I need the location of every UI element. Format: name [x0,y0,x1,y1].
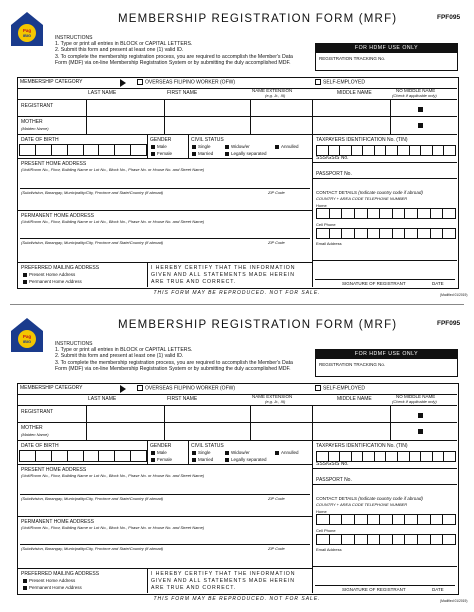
checkbox-icon [137,79,143,85]
cell-label: Cell Phone [316,222,336,227]
legally-separated-option[interactable]: Legally separated [225,457,267,462]
form-title: MEMBERSHIP REGISTRATION FORM (MRF) [118,13,398,25]
permanent-address-label: PERMANENT HOME ADDRESS [21,519,94,525]
widower-option[interactable]: Widow/er [225,450,250,455]
form-code: FPF095 [437,14,461,21]
home-label: Home [316,509,327,514]
email-label: Email Address [316,241,342,246]
name-ext-header: NAME EXTENSION [252,88,293,93]
category-label: MEMBERSHIP CATEGORY [20,79,83,85]
pref-permanent-option[interactable]: Permanent Home Address [23,585,82,590]
arrow-icon [120,385,126,393]
married-option[interactable]: Married [192,151,213,156]
pref-present-option[interactable]: Present Home Address [23,272,75,277]
category-label: MEMBERSHIP CATEGORY [20,385,83,391]
cut-line [10,304,464,305]
cell-cells[interactable] [316,228,456,239]
signature-label: SIGNATURE OF REGISTRANT [342,587,406,592]
registrant-label: REGISTRANT [21,103,54,109]
footer-note: THIS FORM MAY BE REPRODUCED. NOT FOR SALE. [153,596,321,602]
widower-option[interactable]: Widow/er [225,144,250,149]
passport-label: PASSPORT No. [316,477,352,483]
registrant-label: REGISTRANT [21,409,54,415]
middle-name-header: MIDDLE NAME [337,90,372,96]
form-code: FPF095 [437,320,461,327]
hdmf-use-header: FOR HDMF USE ONLY [315,43,458,53]
permanent-address-label: PERMANENT HOME ADDRESS [21,213,94,219]
home-cells[interactable] [316,514,456,525]
present-address-label: PRESENT HOME ADDRESS [21,161,87,167]
annulled-option[interactable]: Annulled [275,450,299,455]
present-address-label: PRESENT HOME ADDRESS [21,467,87,473]
tracking-box[interactable]: REGISTRATION TRACKING No. [315,358,458,377]
form-body [17,383,459,595]
pref-permanent-option[interactable]: Permanent Home Address [23,279,82,284]
email-label: Email Address [316,547,342,552]
form-title: MEMBERSHIP REGISTRATION FORM (MRF) [118,319,398,331]
no-middle-checkbox-mother[interactable] [418,429,423,434]
tin-label: TAXPAYERS IDENTIFICATION No. (TIN) [316,443,408,449]
checkbox-icon [315,79,321,85]
legally-separated-option[interactable]: Legally separated [225,151,267,156]
pagibig-logo [10,11,44,47]
sss-label: SSS/GSIS No. [316,461,349,467]
annulled-option[interactable]: Annulled [275,144,299,149]
tracking-box[interactable]: REGISTRATION TRACKING No. [315,52,458,71]
pagibig-logo [10,317,44,353]
no-middle-checkbox[interactable] [418,107,423,112]
svg-text:IBIG: IBIG [22,339,32,344]
first-name-header: FIRST NAME [167,90,198,96]
first-name-header: FIRST NAME [167,396,198,402]
married-option[interactable]: Married [192,457,213,462]
zip-label: ZIP Code [268,496,285,501]
checkbox-icon [151,152,155,156]
self-employed-option[interactable]: SELF-EMPLOYED [315,385,365,391]
footer-note: THIS FORM MAY BE REPRODUCED. NOT FOR SALE. [153,290,321,296]
certification-text: I HEREBY CERTIFY THAT THE INFORMATION GIVEN AND ALL STATEMENTS MADE HEREIN ARE TRUE AND CORRECT. [151,571,296,591]
self-employed-option[interactable]: SELF-EMPLOYED [315,79,365,85]
civil-status-label: CIVIL STATUS [191,443,224,449]
ofw-option[interactable]: OVERSEAS FILIPINO WORKER (OFW) [137,79,235,85]
arrow-icon [120,79,126,87]
mother-label: MOTHER [21,425,43,431]
name-ext-header: NAME EXTENSION [252,394,293,399]
svg-text:IBIG: IBIG [22,33,32,38]
civil-status-label: CIVIL STATUS [191,137,224,143]
form-copy-top: Pag IBIG MEMBERSHIP REGISTRATION FORM (MRF) FPF095 INSTRUCTIONS 1. Type or print all entries in BLOCK or CAPITAL LETTERS. 2. Submit this form and present at least one (1) valid ID. 3. To complete the membership registration process, you are required to accomplish the Member's Data Form (MDF) via on-line Membership Registration System or by submitting the duly accomplished MDF. FOR HDMF USE ONLY REGISTRATION TRACKING No. MEMBERSHIP CATEGORY OVERSEAS FILIPINO WORKER (OFW) SELF-EMPLOYED LAST NAME FIRST NAME NAME EXTENSION (e.g. Jr., III) MIDDLE NAME NO MIDDLE NAME (Check if applicable only) REGISTRANT MOTHER (Maiden Name) DATE OF BIRTH GENDER Male Female CIVIL STATUS Single Widow/er Annulled Married Legally separated TAXPAYERS IDENTIFICATION No. (TIN) SSS/GSIS No. PASSPORT No. PRESENT HOME ADDRESS (Unit/Room No., Floor, Building Name or Lot No., Block No., Phase No. or House No. and Street Name) (Subdivision, Barangay, Municipality/City, Province and State/Country (if abroad) ZIP Code CONTACT DETAILS (Indicate country code if abroad) COUNTRY + AREA CODE TELEPHONE NUMBER Home Cell Phone Email Address PERMANENT HOME ADDRESS (Unit/Room No., Floor, Building Name or Lot No., Block No., Phase No. or House No. and Street Name) (Subdivision, Barangay, Municipality/City, Province and State/Country (if abroad) ZIP Code PREFERRED MAILING ADDRESS Present Home Address Permanent Home Address I HEREBY CERTIFY THAT THE INFORMATION GIVEN AND ALL STATEMENTS MADE HEREIN ARE TRUE AND CORRECT. SIGNATURE OF REGISTRANT DATE THIS FORM MAY BE REPRODUCED. NOT FOR SALE. (Modified 01/2019) [0,0,474,306]
contact-label: CONTACT DETAILS (Indicate country code if abroad) [316,190,423,195]
preferred-mailing-label: PREFERRED MAILING ADDRESS [21,265,100,271]
female-option[interactable]: Female [151,457,172,462]
date-label: DATE [432,281,444,286]
checkbox-icon [137,385,143,391]
dob-cells[interactable] [19,450,147,462]
female-option[interactable]: Female [151,151,172,156]
checkbox-icon [315,385,321,391]
hdmf-use-header: FOR HDMF USE ONLY [315,349,458,359]
no-middle-name-header: NO MIDDLE NAME [396,394,436,399]
certification-text: I HEREBY CERTIFY THAT THE INFORMATION GIVEN AND ALL STATEMENTS MADE HEREIN ARE TRUE AND CORRECT. [151,265,296,285]
home-label: Home [316,203,327,208]
instructions: INSTRUCTIONS 1. Type or print all entries in BLOCK or CAPITAL LETTERS. 2. Submit this form and present at least one (1) valid ID. 3. To complete the membership registration process, you are required to accomplish the Member's Data Form (MDF) via on-line Membership Registration System or by submitting the duly accomplished MDF. [55,35,293,66]
contact-label: CONTACT DETAILS (Indicate country code if abroad) [316,496,423,501]
male-option[interactable]: Male [151,450,167,455]
svg-text:Pag: Pag [22,28,32,33]
last-name-header: LAST NAME [88,90,117,96]
cell-cells[interactable] [316,534,456,545]
signature-label: SIGNATURE OF REGISTRANT [342,281,406,286]
revision: (Modified 01/2019) [440,293,468,297]
mother-label: MOTHER [21,119,43,125]
cell-label: Cell Phone [316,528,336,533]
male-option[interactable]: Male [151,144,167,149]
preferred-mailing-label: PREFERRED MAILING ADDRESS [21,571,100,577]
no-middle-name-header: NO MIDDLE NAME [396,88,436,93]
gender-label: GENDER [150,443,172,449]
dob-label: DATE OF BIRTH [21,443,59,449]
dob-cells[interactable] [19,144,147,156]
checkbox-icon [151,145,155,149]
sss-label: SSS/GSIS No. [316,155,349,161]
passport-label: PASSPORT No. [316,171,352,177]
dob-label: DATE OF BIRTH [21,137,59,143]
instructions: INSTRUCTIONS 1. Type or print all entries in BLOCK or CAPITAL LETTERS. 2. Submit this form and present at least one (1) valid ID. 3. To complete the membership registration process, you are required to accomplish the Member's Data Form (MDF) via on-line Membership Registration System or by submitting the duly accomplished MDF. [55,341,293,372]
middle-name-header: MIDDLE NAME [337,396,372,402]
no-middle-checkbox[interactable] [418,413,423,418]
pref-present-option[interactable]: Present Home Address [23,578,75,583]
svg-text:Pag: Pag [22,334,32,339]
single-option[interactable]: Single [192,144,211,149]
gender-label: GENDER [150,137,172,143]
revision: (Modified 01/2019) [440,599,468,603]
no-middle-checkbox-mother[interactable] [418,123,423,128]
single-option[interactable]: Single [192,450,211,455]
form-body [17,77,459,289]
zip-label: ZIP Code [268,190,285,195]
ofw-option[interactable]: OVERSEAS FILIPINO WORKER (OFW) [137,385,235,391]
tin-label: TAXPAYERS IDENTIFICATION No. (TIN) [316,137,408,143]
home-cells[interactable] [316,208,456,219]
date-label: DATE [432,587,444,592]
form-copy-bottom: Pag IBIG MEMBERSHIP REGISTRATION FORM (MRF) FPF095 INSTRUCTIONS 1. Type or print all entries in BLOCK or CAPITAL LETTERS. 2. Submit this form and present at least one (1) valid ID. 3. To complete the membership registration process, you are required to accomplish the Member's Data Form (MDF) via on-line Membership Registration System or by submitting the duly accomplished MDF. FOR HDMF USE ONLY REGISTRATION TRACKING No. MEMBERSHIP CATEGORY OVERSEAS FILIPINO WORKER (OFW) SELF-EMPLOYED LAST NAME FIRST NAME NAME EXTENSION (e.g. Jr., III) MIDDLE NAME NO MIDDLE NAME (Check if applicable only) REGISTRANT MOTHER (Maiden Name) DATE OF BIRTH GENDER Male Female CIVIL STATUS Single Widow/er Annulled Married Legally separated TAXPAYERS IDENTIFICATION No. (TIN) SSS/GSIS No. PASSPORT No. PRESENT HOME ADDRESS (Unit/Room No., Floor, Building Name or Lot No., Block No., Phase No. or House No. and Street Name) (Subdivision, Barangay, Municipality/City, Province and State/Country (if abroad) ZIP Code CONTACT DETAILS (Indicate country code if abroad) COUNTRY + AREA CODE TELEPHONE NUMBER Home Cell Phone Email Address PERMANENT HOME ADDRESS (Unit/Room No., Floor, Building Name or Lot No., Block No., Phase No. or House No. and Street Name) (Subdivision, Barangay, Municipality/City, Province and State/Country (if abroad) ZIP Code PREFERRED MAILING ADDRESS Present Home Address Permanent Home Address I HEREBY CERTIFY THAT THE INFORMATION GIVEN AND ALL STATEMENTS MADE HEREIN ARE TRUE AND CORRECT. SIGNATURE OF REGISTRANT DATE THIS FORM MAY BE REPRODUCED. NOT FOR SALE. (Modified 01/2019) [0,306,474,612]
last-name-header: LAST NAME [88,396,117,402]
